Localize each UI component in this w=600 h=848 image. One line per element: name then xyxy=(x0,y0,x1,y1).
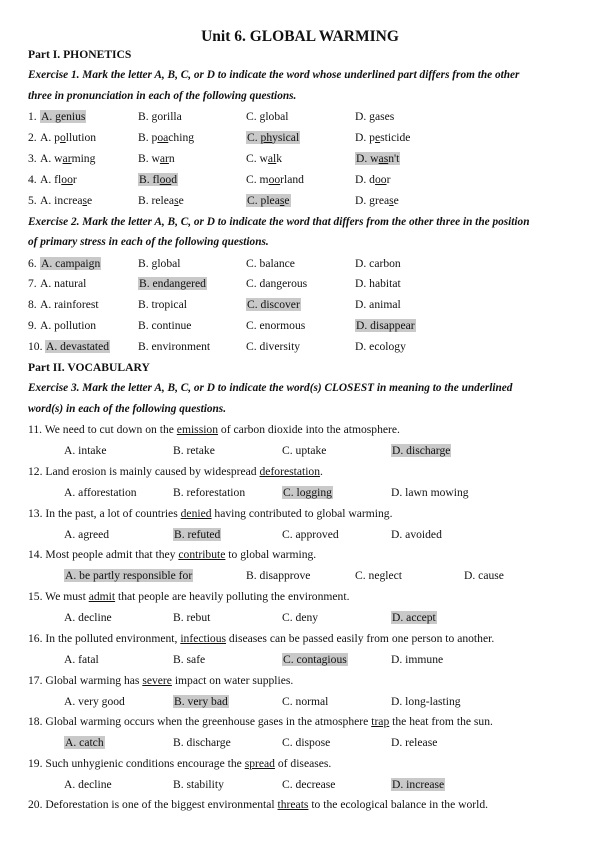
options-row xyxy=(28,569,588,585)
answer-option[interactable] xyxy=(355,131,410,144)
answer-option[interactable]: C. diversity xyxy=(246,340,301,353)
question-row xyxy=(28,257,588,273)
question-number: 3. xyxy=(28,152,37,165)
answer-option[interactable]: A. very good xyxy=(64,695,125,708)
option-text: rland xyxy=(280,173,304,186)
answer-option[interactable] xyxy=(355,173,390,186)
answer-option[interactable]: C. discover xyxy=(247,298,300,311)
ex1-instruction-line1: Exercise 1. Mark the letter A, B, C, or D to indicate the word whose underlined part differs from the other xyxy=(28,69,520,81)
question-text: of carbon dioxide into the atmosphere. xyxy=(218,423,400,436)
underlined-part: s xyxy=(82,194,88,207)
question-row xyxy=(28,131,588,147)
option-text: C. m xyxy=(246,173,269,186)
options-row xyxy=(28,778,588,794)
option-text: C. plea xyxy=(247,194,280,207)
question-text: having contributed to global warming. xyxy=(211,507,393,520)
option-text: n't xyxy=(388,152,400,165)
option-text: D. p xyxy=(355,131,375,144)
question-stem xyxy=(28,632,494,645)
underlined-part: e xyxy=(374,131,381,144)
underlined-part: g xyxy=(369,110,375,123)
answer-option[interactable]: C. neglect xyxy=(355,569,403,582)
underlined-word: trap xyxy=(371,715,390,728)
question-number: 7. xyxy=(28,277,37,290)
answer-option[interactable] xyxy=(138,131,194,144)
underlined-part: s xyxy=(279,194,285,207)
option-text: lobal xyxy=(265,110,289,123)
question-row xyxy=(28,340,588,356)
question-text: . xyxy=(320,465,323,478)
option-text: e xyxy=(393,194,399,207)
options-row xyxy=(28,653,588,669)
option-text: ysical xyxy=(272,131,300,144)
option-text: ases xyxy=(374,110,395,123)
answer-option[interactable]: A. devastated xyxy=(46,340,110,353)
underlined-part: g xyxy=(151,110,158,123)
answer-option[interactable]: B. endangered xyxy=(139,277,206,290)
question-row xyxy=(28,277,588,293)
question-stem xyxy=(28,465,323,478)
option-text: llution xyxy=(65,131,97,144)
option-text: r xyxy=(386,173,391,186)
underlined-part: ar xyxy=(159,152,169,165)
answer-option[interactable]: B. environment xyxy=(138,340,211,353)
question-row xyxy=(28,152,588,168)
underlined-word: emission xyxy=(176,423,219,436)
answer-option[interactable]: A. decline xyxy=(64,778,112,791)
answer-option[interactable]: C. dispose xyxy=(282,736,331,749)
underlined-part: ph xyxy=(260,131,273,144)
question-stem xyxy=(28,674,293,687)
answer-option[interactable]: B. safe xyxy=(173,653,206,666)
question-text: to global warming. xyxy=(225,548,317,561)
answer-option[interactable] xyxy=(355,194,399,207)
answer-option[interactable]: C. dangerous xyxy=(246,277,308,290)
answer-option[interactable] xyxy=(246,194,291,207)
answer-option[interactable]: D. carbon xyxy=(355,257,401,270)
underlined-part: oo xyxy=(61,173,73,186)
question-stem xyxy=(28,757,331,770)
answer-option[interactable]: D. animal xyxy=(355,298,401,311)
question-number: 2. xyxy=(28,131,37,144)
answer-option[interactable] xyxy=(40,194,92,207)
option-text: A. increa xyxy=(40,194,83,207)
question-number: 8. xyxy=(28,298,37,311)
question-row xyxy=(28,194,588,210)
answer-option[interactable] xyxy=(138,110,182,123)
answer-option[interactable]: D. long-lasting xyxy=(391,695,461,708)
answer-option[interactable]: B. rebut xyxy=(173,611,211,624)
question-text: 16. In the polluted environment, xyxy=(28,632,181,645)
question-stem xyxy=(28,548,316,561)
answer-option[interactable]: D. habitat xyxy=(355,277,401,290)
question-text: 20. Deforestation is one of the biggest environmental xyxy=(28,798,278,811)
underlined-part: oo xyxy=(374,173,387,186)
answer-option[interactable]: A. decline xyxy=(64,611,112,624)
answer-option[interactable] xyxy=(246,110,289,123)
option-text: A. fl xyxy=(40,173,62,186)
option-text: sticide xyxy=(380,131,411,144)
answer-option[interactable] xyxy=(138,173,178,186)
question-number: 1. xyxy=(28,110,37,123)
option-text: e xyxy=(87,194,93,207)
question-text: of diseases. xyxy=(274,757,332,770)
answer-option[interactable]: B. continue xyxy=(138,319,192,332)
answer-option[interactable] xyxy=(246,152,282,165)
question-stem xyxy=(28,423,400,436)
answer-option[interactable] xyxy=(40,110,86,123)
question-stem xyxy=(28,590,349,603)
option-text: C. xyxy=(247,131,261,144)
option-text: B. p xyxy=(138,131,158,144)
page-title: Unit 6. GLOBAL WARMING xyxy=(201,28,399,45)
question-text: 14. Most people admit that they xyxy=(28,548,179,561)
answer-option[interactable]: A. catch xyxy=(65,736,104,749)
underlined-word: infectious xyxy=(180,632,227,645)
answer-option[interactable]: B. stability xyxy=(173,778,224,791)
ex1-instruction-line2: three in pronunciation in each of the following questions. xyxy=(28,90,297,102)
underlined-word: threats xyxy=(277,798,309,811)
options-row xyxy=(28,736,588,752)
option-text: A. w xyxy=(40,152,63,165)
question-text: the heat from the sun. xyxy=(389,715,493,728)
option-text: A. xyxy=(41,110,56,123)
underlined-word: deforestation xyxy=(259,465,321,478)
question-stem xyxy=(28,507,393,520)
ex3-instruction-line2: word(s) in each of the following questions. xyxy=(28,403,227,415)
options-row xyxy=(28,611,588,627)
question-row xyxy=(28,319,588,335)
option-text: A. p xyxy=(40,131,60,144)
option-text: B. xyxy=(138,110,152,123)
option-text: B. w xyxy=(138,152,160,165)
underlined-part: g xyxy=(55,110,61,123)
question-text: diseases can be passed easily from one person to another. xyxy=(226,632,495,645)
answer-option[interactable]: C. decrease xyxy=(282,778,336,791)
question-text: 17. Global warming has xyxy=(28,674,143,687)
ex3-instruction-line1: Exercise 3. Mark the letter A, B, C, or D to indicate the word(s) CLOSEST in meaning to the underlined xyxy=(28,382,513,394)
underlined-part: oa xyxy=(157,131,169,144)
answer-option[interactable]: D. avoided xyxy=(391,528,442,541)
question-row xyxy=(28,110,588,126)
answer-option[interactable]: D. disappear xyxy=(356,319,415,332)
answer-option[interactable] xyxy=(246,131,300,144)
answer-option[interactable]: D. increase xyxy=(392,778,445,791)
underlined-word: contribute xyxy=(178,548,226,561)
options-row xyxy=(28,444,588,460)
underlined-part: s xyxy=(389,194,394,207)
answer-option[interactable]: B. refuted xyxy=(174,528,221,541)
answer-option[interactable]: A. agreed xyxy=(64,528,110,541)
answer-option[interactable]: A. intake xyxy=(64,444,107,457)
question-row xyxy=(28,298,588,314)
answer-option[interactable]: C. logging xyxy=(283,486,332,499)
answer-option[interactable]: C. deny xyxy=(282,611,319,624)
answer-option[interactable]: D. cause xyxy=(464,569,504,582)
question-text: 11. We need to cut down on the xyxy=(28,423,177,436)
options-row xyxy=(28,486,588,502)
question-row xyxy=(28,173,588,189)
question-number: 5. xyxy=(28,194,37,207)
answer-option[interactable]: D. ecology xyxy=(355,340,406,353)
question-text: to the ecological balance in the world. xyxy=(308,798,489,811)
underlined-part: oo xyxy=(268,173,281,186)
answer-option[interactable]: A. pollution xyxy=(40,319,97,332)
answer-option[interactable]: C. uptake xyxy=(282,444,327,457)
question-number: 9. xyxy=(28,319,37,332)
answer-option[interactable]: B. reforestation xyxy=(173,486,246,499)
option-text: C. xyxy=(246,110,260,123)
question-number: 6. xyxy=(28,257,37,270)
answer-option[interactable]: B. retake xyxy=(173,444,215,457)
option-text: d xyxy=(171,173,178,186)
option-text: B. fl xyxy=(139,173,160,186)
answer-option[interactable] xyxy=(246,173,304,186)
ex2-instruction-line1: Exercise 2. Mark the letter A, B, C, or D to indicate the word that differs from the other three in the position xyxy=(28,216,530,228)
answer-option[interactable]: A. rainforest xyxy=(40,298,99,311)
underlined-part: oo xyxy=(159,173,172,186)
question-stem xyxy=(28,715,493,728)
option-text: D. w xyxy=(356,152,379,165)
answer-option[interactable] xyxy=(40,173,77,186)
answer-option[interactable]: B. global xyxy=(138,257,181,270)
answer-option[interactable]: D. immune xyxy=(391,653,444,666)
option-text: D. xyxy=(355,110,370,123)
option-text: orilla xyxy=(157,110,182,123)
answer-option[interactable]: A. natural xyxy=(40,277,87,290)
answer-option[interactable] xyxy=(40,152,95,165)
answer-option[interactable] xyxy=(40,131,96,144)
underlined-part: g xyxy=(259,110,266,123)
answer-option[interactable]: D. release xyxy=(391,736,438,749)
answer-option[interactable]: A. be partly responsible for xyxy=(65,569,193,582)
option-text: n xyxy=(168,152,175,165)
answer-option[interactable]: A. campaign xyxy=(41,257,101,270)
option-text: D. grea xyxy=(355,194,390,207)
underlined-word: denied xyxy=(180,507,212,520)
option-text: r xyxy=(72,173,77,186)
option-text: enius xyxy=(60,110,86,123)
underlined-part: o xyxy=(59,131,66,144)
answer-option[interactable] xyxy=(138,194,184,207)
answer-option[interactable]: C. normal xyxy=(282,695,329,708)
question-text: 12. Land erosion is mainly caused by widespread xyxy=(28,465,260,478)
ex2-instruction-line2: of primary stress in each of the following questions. xyxy=(28,236,269,248)
question-text: that people are heavily polluting the environment. xyxy=(115,590,350,603)
answer-option[interactable]: C. approved xyxy=(282,528,339,541)
underlined-part: al xyxy=(267,152,277,165)
question-number: 4. xyxy=(28,173,37,186)
question-text: 15. We must xyxy=(28,590,89,603)
answer-option[interactable]: B. discharge xyxy=(173,736,231,749)
underlined-part: as xyxy=(378,152,389,165)
answer-option[interactable]: A. afforestation xyxy=(64,486,137,499)
option-text: ching xyxy=(168,131,195,144)
answer-option[interactable]: A. fatal xyxy=(64,653,99,666)
answer-option[interactable] xyxy=(355,110,394,123)
answer-option[interactable]: B. disapprove xyxy=(246,569,311,582)
answer-option[interactable]: D. accept xyxy=(392,611,436,624)
question-text: 18. Global warming occurs when the greenhouse gases in the atmosphere xyxy=(28,715,372,728)
underlined-word: admit xyxy=(88,590,116,603)
question-stem xyxy=(28,798,488,811)
answer-option[interactable]: D. discharge xyxy=(392,444,451,457)
option-text: ming xyxy=(71,152,96,165)
answer-option[interactable]: C. balance xyxy=(246,257,295,270)
answer-option[interactable] xyxy=(138,152,175,165)
answer-option[interactable]: D. lawn mowing xyxy=(391,486,469,499)
answer-option[interactable]: B. tropical xyxy=(138,298,187,311)
part1-heading: Part I. PHONETICS xyxy=(28,48,132,61)
option-text: k xyxy=(276,152,283,165)
question-text: impact on water supplies. xyxy=(171,674,294,687)
answer-option[interactable]: B. very bad xyxy=(174,695,228,708)
underlined-part: ar xyxy=(62,152,72,165)
option-text: D. d xyxy=(355,173,375,186)
underlined-part: s xyxy=(174,194,179,207)
option-text: e xyxy=(284,194,290,207)
option-text: B. relea xyxy=(138,194,175,207)
options-row xyxy=(28,695,588,711)
part2-heading: Part II. VOCABULARY xyxy=(28,361,150,374)
option-text: C. w xyxy=(246,152,268,165)
answer-option[interactable] xyxy=(355,152,400,165)
answer-option[interactable]: C. enormous xyxy=(246,319,306,332)
underlined-word: spread xyxy=(244,757,275,770)
options-row xyxy=(28,528,588,544)
underlined-word: severe xyxy=(142,674,172,687)
question-number: 10. xyxy=(28,340,43,353)
question-text: 13. In the past, a lot of countries xyxy=(28,507,181,520)
option-text: e xyxy=(178,194,184,207)
answer-option[interactable]: C. contagious xyxy=(283,653,347,666)
question-text: 19. Such unhygienic conditions encourage the xyxy=(28,757,245,770)
